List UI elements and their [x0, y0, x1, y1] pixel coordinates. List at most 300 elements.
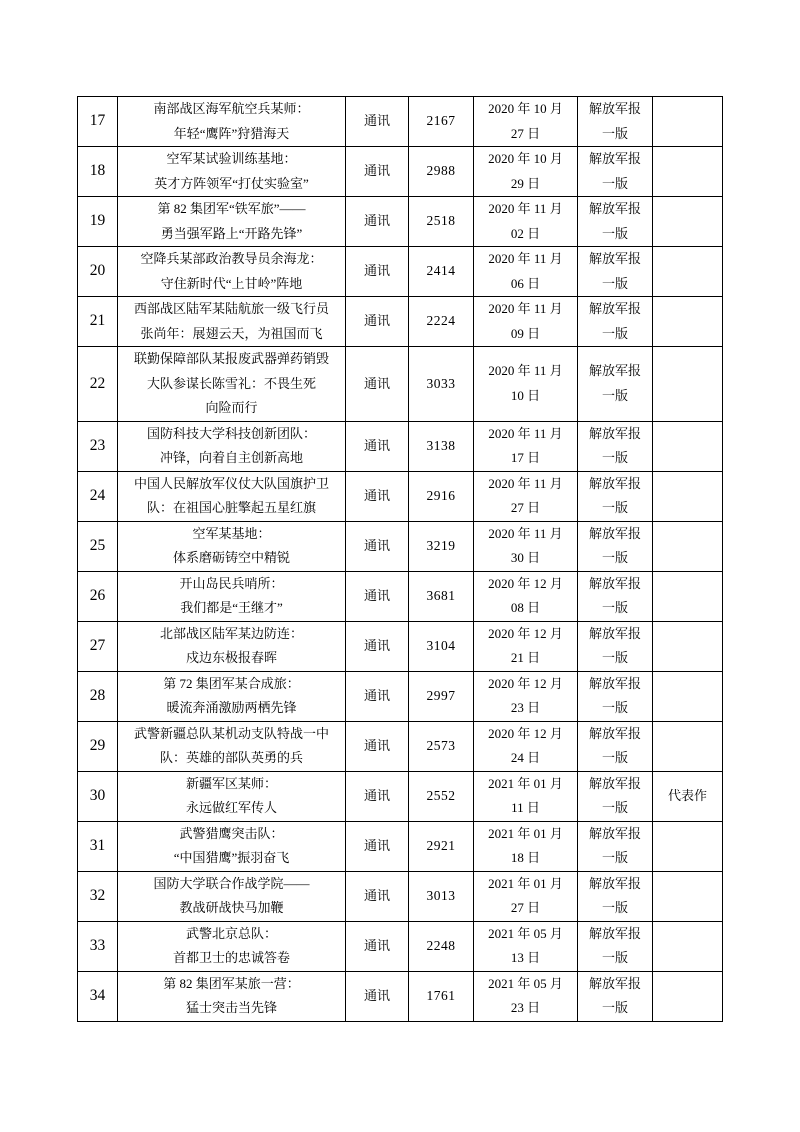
- date-cell: [474, 621, 578, 671]
- title-line: 空军某基地：: [192, 525, 271, 541]
- date-line: 2020 年 10 月: [488, 101, 563, 116]
- title-line: 空降兵某部政治教导员余海龙：: [140, 251, 323, 266]
- row-number-line: 25: [89, 536, 106, 554]
- word-count-cell: [409, 347, 474, 422]
- date-line: 24 日: [510, 750, 541, 765]
- table-row: [78, 147, 723, 197]
- publication-line: 解放军报: [588, 675, 641, 691]
- publication-line: 一版: [601, 275, 628, 291]
- row-number-line: 28: [89, 686, 106, 704]
- word-count-cell: [409, 621, 474, 671]
- word-count-cell: [409, 721, 474, 771]
- row-number-cell: [78, 197, 118, 247]
- title-line: 教战研战快马加鞭: [179, 900, 284, 915]
- word-count-line: 2573: [426, 737, 456, 753]
- publication-line: 解放军报: [588, 425, 641, 441]
- title-line: 英才方阵领军“打仗实验室”: [154, 175, 309, 191]
- row-number-line: 24: [89, 486, 106, 504]
- row-number-cell: [78, 621, 118, 671]
- date-cell: [474, 971, 578, 1021]
- publication-line: 解放军报: [588, 101, 641, 116]
- publication-cell: [578, 621, 653, 671]
- date-line: 09 日: [510, 325, 541, 341]
- genre-line: 通讯: [363, 687, 390, 703]
- row-number-line: 32: [89, 886, 106, 904]
- note-cell: [653, 347, 723, 422]
- word-count-line: 2518: [426, 213, 456, 229]
- title-cell: [118, 971, 346, 1021]
- note-cell: [653, 621, 723, 671]
- note-cell: [653, 297, 723, 347]
- word-count-line: 2997: [426, 687, 456, 703]
- title-line: 首都卫士的忠诚答卷: [172, 950, 290, 965]
- publication-line: 一版: [601, 600, 628, 615]
- title-line: 向险而行: [205, 400, 258, 415]
- title-line: 我们都是“王继才”: [180, 600, 283, 615]
- publication-line: 一版: [601, 325, 628, 341]
- date-cell: [474, 471, 578, 521]
- publication-line: 解放军报: [588, 301, 641, 316]
- date-cell: [474, 97, 578, 147]
- row-number-line: 27: [89, 636, 106, 654]
- articles-table: [77, 96, 723, 1022]
- publication-cell: [578, 571, 653, 621]
- date-cell: [474, 247, 578, 297]
- title-line: 队：英雄的部队英勇的兵: [159, 750, 303, 765]
- title-line: 北部战区陆军某边防连：: [159, 625, 303, 641]
- row-number-cell: [78, 571, 118, 621]
- date-cell: [474, 297, 578, 347]
- title-cell: [118, 571, 346, 621]
- title-cell: [118, 921, 346, 971]
- publication-line: 一版: [601, 950, 628, 965]
- table-row: [78, 347, 723, 422]
- note-cell: [653, 471, 723, 521]
- word-count-line: 3013: [426, 887, 456, 903]
- date-line: 2020 年 12 月: [488, 675, 563, 691]
- table-row: [78, 621, 723, 671]
- title-line: 猛士突击当先锋: [185, 1000, 277, 1015]
- publication-line: 一版: [601, 175, 628, 191]
- publication-line: 解放军报: [588, 975, 641, 991]
- date-line: 2021 年 01 月: [488, 825, 563, 841]
- publication-line: 一版: [601, 850, 628, 865]
- genre-line: 通讯: [363, 737, 390, 753]
- row-number-line: 30: [89, 786, 106, 804]
- note-cell: [653, 147, 723, 197]
- genre-line: 通讯: [363, 375, 390, 391]
- note-cell: [653, 721, 723, 771]
- publication-line: 解放军报: [588, 575, 641, 591]
- row-number-line: 17: [89, 112, 106, 130]
- title-line: 武警北京总队：: [185, 925, 277, 941]
- publication-cell: [578, 97, 653, 147]
- title-cell: [118, 247, 346, 297]
- title-line: 中国人民解放军仪仗大队国旗护卫: [133, 475, 329, 491]
- genre-line: 通讯: [363, 163, 390, 179]
- row-number-line: 34: [89, 986, 106, 1004]
- date-line: 2020 年 11 月: [488, 525, 563, 541]
- title-cell: [118, 771, 346, 821]
- genre-cell: [346, 671, 409, 721]
- word-count-cell: [409, 421, 474, 471]
- table-row: [78, 971, 723, 1021]
- note-cell: [653, 521, 723, 571]
- title-cell: [118, 97, 346, 147]
- note-cell: [653, 871, 723, 921]
- title-line: 大队参谋长陈雪礼：不畏生死: [146, 375, 316, 391]
- word-count-line: 3681: [426, 587, 456, 603]
- publication-line: 解放军报: [588, 363, 641, 379]
- title-line: 武警猎鹰突击队：: [179, 825, 284, 841]
- date-line: 2020 年 11 月: [488, 363, 563, 379]
- note-cell: [653, 971, 723, 1021]
- title-cell: [118, 147, 346, 197]
- title-line: 勇当强军路上“开路先锋”: [160, 225, 303, 241]
- date-line: 2020 年 11 月: [488, 425, 563, 441]
- publication-cell: [578, 671, 653, 721]
- word-count-cell: [409, 671, 474, 721]
- publication-line: 一版: [601, 550, 628, 565]
- publication-line: 一版: [601, 450, 628, 465]
- row-number-line: 31: [89, 836, 106, 854]
- row-number-line: 23: [89, 436, 106, 454]
- title-line: 空军某试验训练基地：: [166, 151, 297, 166]
- row-number-line: 20: [89, 262, 106, 280]
- publication-line: 一版: [601, 700, 628, 715]
- genre-cell: [346, 97, 409, 147]
- note-cell: [653, 671, 723, 721]
- publication-line: 解放军报: [588, 251, 641, 266]
- date-cell: [474, 921, 578, 971]
- word-count-line: 2988: [426, 163, 456, 179]
- table-row: [78, 671, 723, 721]
- note-cell: [653, 421, 723, 471]
- date-line: 2020 年 11 月: [488, 475, 563, 491]
- title-cell: [118, 347, 346, 422]
- date-line: 08 日: [510, 600, 541, 615]
- publication-line: 一版: [601, 800, 628, 815]
- date-line: 2021 年 05 月: [488, 975, 563, 991]
- word-count-cell: [409, 147, 474, 197]
- title-line: 张尚年：展翅云天，为祖国而飞: [140, 325, 323, 341]
- title-cell: [118, 297, 346, 347]
- row-number-cell: [78, 147, 118, 197]
- genre-cell: [346, 197, 409, 247]
- table-row: [78, 571, 723, 621]
- date-line: 06 日: [510, 275, 541, 291]
- publication-cell: [578, 521, 653, 571]
- note-cell: [653, 97, 723, 147]
- row-number-cell: [78, 421, 118, 471]
- title-cell: [118, 421, 346, 471]
- word-count-cell: [409, 297, 474, 347]
- title-line: 武警新疆总队某机动支队特战一中: [133, 725, 329, 741]
- genre-cell: [346, 247, 409, 297]
- publication-cell: [578, 921, 653, 971]
- date-line: 23 日: [510, 700, 541, 715]
- word-count-cell: [409, 871, 474, 921]
- genre-cell: [346, 971, 409, 1021]
- title-line: 联勤保障部队某报废武器弹药销毁: [133, 351, 329, 366]
- table-row: [78, 97, 723, 147]
- date-cell: [474, 571, 578, 621]
- genre-line: 通讯: [363, 837, 390, 853]
- genre-line: 通讯: [363, 487, 390, 503]
- publication-cell: [578, 197, 653, 247]
- word-count-line: 2414: [426, 263, 456, 279]
- publication-line: 解放军报: [588, 825, 641, 841]
- word-count-cell: [409, 521, 474, 571]
- date-line: 2020 年 10 月: [488, 151, 563, 166]
- title-line: 第 82 集团军“铁军旅”——: [157, 201, 306, 216]
- publication-line: 一版: [601, 900, 628, 915]
- table-row: [78, 247, 723, 297]
- title-line: 开山岛民兵哨所：: [179, 575, 284, 591]
- table-row: [78, 771, 723, 821]
- word-count-line: 2921: [426, 837, 456, 853]
- genre-line: 通讯: [363, 937, 390, 953]
- publication-cell: [578, 821, 653, 871]
- word-count-cell: [409, 921, 474, 971]
- genre-cell: [346, 921, 409, 971]
- note-cell: [653, 197, 723, 247]
- date-line: 27 日: [510, 900, 541, 915]
- title-line: 永远做红军传人: [185, 800, 277, 815]
- title-cell: [118, 471, 346, 521]
- row-number-cell: [78, 297, 118, 347]
- row-number-cell: [78, 771, 118, 821]
- genre-cell: [346, 471, 409, 521]
- genre-cell: [346, 571, 409, 621]
- genre-cell: [346, 621, 409, 671]
- title-line: 年轻“鹰阵”狩猎海天: [173, 125, 290, 141]
- date-cell: [474, 421, 578, 471]
- date-line: 2020 年 11 月: [488, 251, 563, 266]
- title-line: 国防大学联合作战学院——: [153, 875, 310, 891]
- publication-line: 一版: [601, 500, 628, 515]
- publication-line: 一版: [601, 225, 628, 241]
- date-line: 29 日: [510, 175, 541, 191]
- title-line: 第 72 集团军某合成旅：: [163, 675, 300, 691]
- word-count-cell: [409, 197, 474, 247]
- publication-cell: [578, 247, 653, 297]
- title-line: 南部战区海军航空兵某师：: [153, 101, 310, 116]
- date-cell: [474, 197, 578, 247]
- publication-line: 一版: [601, 1000, 628, 1015]
- word-count-cell: [409, 97, 474, 147]
- publication-cell: [578, 347, 653, 422]
- title-cell: [118, 871, 346, 921]
- date-cell: [474, 871, 578, 921]
- table-row: [78, 471, 723, 521]
- note-cell: [653, 571, 723, 621]
- publication-line: 解放军报: [588, 625, 641, 641]
- publication-line: 解放军报: [588, 525, 641, 541]
- row-number-cell: [78, 471, 118, 521]
- publication-line: 解放军报: [588, 925, 641, 941]
- date-cell: [474, 721, 578, 771]
- table-row: [78, 521, 723, 571]
- word-count-line: 2552: [426, 787, 456, 803]
- word-count-cell: [409, 821, 474, 871]
- date-line: 23 日: [510, 1000, 541, 1015]
- genre-line: 通讯: [363, 637, 390, 653]
- publication-cell: [578, 771, 653, 821]
- date-line: 11 日: [511, 800, 540, 815]
- title-line: 守住新时代“上甘岭”阵地: [160, 275, 303, 291]
- row-number-cell: [78, 671, 118, 721]
- genre-line: 通讯: [363, 437, 390, 453]
- date-line: 02 日: [510, 225, 541, 241]
- publication-cell: [578, 971, 653, 1021]
- word-count-cell: [409, 571, 474, 621]
- date-line: 2020 年 12 月: [488, 575, 563, 591]
- title-line: 暖流奔涌激励两栖先锋: [166, 700, 297, 715]
- date-line: 30 日: [510, 550, 541, 565]
- date-cell: [474, 347, 578, 422]
- title-cell: [118, 621, 346, 671]
- table-row: [78, 197, 723, 247]
- row-number-cell: [78, 871, 118, 921]
- publication-cell: [578, 147, 653, 197]
- note-cell: [653, 921, 723, 971]
- row-number-line: 18: [89, 162, 106, 180]
- note-cell: [653, 247, 723, 297]
- row-number-line: 29: [89, 736, 106, 754]
- table-row: [78, 721, 723, 771]
- row-number-cell: [78, 921, 118, 971]
- title-line: 西部战区陆军某陆航旅一级飞行员: [133, 301, 329, 316]
- word-count-line: 1761: [426, 987, 456, 1003]
- date-cell: [474, 521, 578, 571]
- genre-cell: [346, 721, 409, 771]
- word-count-line: 3138: [426, 437, 456, 453]
- genre-cell: [346, 521, 409, 571]
- publication-line: 一版: [601, 125, 628, 141]
- row-number-line: 22: [89, 374, 106, 392]
- row-number-cell: [78, 721, 118, 771]
- word-count-line: 3033: [426, 375, 456, 391]
- genre-cell: [346, 871, 409, 921]
- date-cell: [474, 771, 578, 821]
- publication-line: 解放军报: [588, 775, 641, 791]
- genre-cell: [346, 821, 409, 871]
- row-number-line: 26: [89, 586, 106, 604]
- row-number-line: 33: [89, 936, 106, 954]
- publication-line: 解放军报: [588, 151, 641, 166]
- date-line: 27 日: [510, 500, 541, 515]
- title-line: 国防科技大学科技创新团队：: [146, 425, 316, 441]
- row-number-line: 19: [89, 212, 106, 230]
- row-number-cell: [78, 347, 118, 422]
- publication-cell: [578, 471, 653, 521]
- title-cell: [118, 721, 346, 771]
- publication-line: 解放军报: [588, 475, 641, 491]
- table-row: [78, 821, 723, 871]
- genre-cell: [346, 421, 409, 471]
- publication-cell: [578, 721, 653, 771]
- table-row: [78, 421, 723, 471]
- date-line: 10 日: [510, 387, 541, 403]
- word-count-cell: [409, 771, 474, 821]
- publication-line: 解放军报: [588, 725, 641, 741]
- date-line: 2020 年 11 月: [488, 201, 563, 216]
- genre-line: 通讯: [363, 987, 390, 1003]
- publication-cell: [578, 421, 653, 471]
- row-number-cell: [78, 97, 118, 147]
- genre-line: 通讯: [363, 787, 390, 803]
- note-cell: [653, 821, 723, 871]
- word-count-cell: [409, 471, 474, 521]
- genre-line: 通讯: [363, 113, 390, 129]
- title-line: 体系磨砺铸空中精锐: [172, 550, 290, 565]
- date-cell: [474, 147, 578, 197]
- row-number-cell: [78, 521, 118, 571]
- title-line: 新疆军区某师：: [185, 775, 277, 791]
- date-line: 18 日: [510, 850, 541, 865]
- date-line: 13 日: [510, 950, 541, 965]
- genre-line: 通讯: [363, 537, 390, 553]
- title-line: 戍边东极报春晖: [185, 650, 277, 665]
- row-number-cell: [78, 821, 118, 871]
- row-number-line: 21: [89, 312, 106, 330]
- title-cell: [118, 671, 346, 721]
- row-number-cell: [78, 247, 118, 297]
- genre-cell: [346, 297, 409, 347]
- word-count-cell: [409, 247, 474, 297]
- word-count-line: 3104: [426, 637, 456, 653]
- word-count-line: 2248: [426, 937, 456, 953]
- word-count-line: 2224: [426, 313, 456, 329]
- date-cell: [474, 671, 578, 721]
- table-row: [78, 921, 723, 971]
- genre-line: 通讯: [363, 213, 390, 229]
- date-line: 2021 年 01 月: [488, 775, 563, 791]
- note-cell: [653, 771, 723, 821]
- articles-table-body: [78, 97, 723, 1022]
- row-number-cell: [78, 971, 118, 1021]
- publication-line: 解放军报: [588, 875, 641, 891]
- title-line: 队：在祖国心脏擎起五星红旗: [146, 500, 316, 515]
- title-cell: [118, 197, 346, 247]
- genre-cell: [346, 771, 409, 821]
- note-line: 代表作: [667, 787, 707, 803]
- publication-cell: [578, 871, 653, 921]
- date-line: 21 日: [510, 650, 541, 665]
- genre-line: 通讯: [363, 887, 390, 903]
- date-cell: [474, 821, 578, 871]
- title-cell: [118, 521, 346, 571]
- date-line: 17 日: [510, 450, 541, 465]
- genre-line: 通讯: [363, 313, 390, 329]
- genre-cell: [346, 147, 409, 197]
- publication-line: 一版: [601, 650, 628, 665]
- genre-line: 通讯: [363, 263, 390, 279]
- genre-cell: [346, 347, 409, 422]
- date-line: 2021 年 05 月: [488, 925, 563, 941]
- word-count-line: 2167: [426, 113, 456, 129]
- genre-line: 通讯: [363, 587, 390, 603]
- date-line: 2021 年 01 月: [488, 875, 563, 891]
- table-row: [78, 297, 723, 347]
- date-line: 2020 年 11 月: [488, 301, 563, 316]
- title-line: 第 82 集团军某旅一营：: [163, 975, 300, 991]
- title-cell: [118, 821, 346, 871]
- publication-line: 一版: [601, 387, 628, 403]
- word-count-line: 2916: [426, 487, 456, 503]
- date-line: 27 日: [510, 125, 541, 141]
